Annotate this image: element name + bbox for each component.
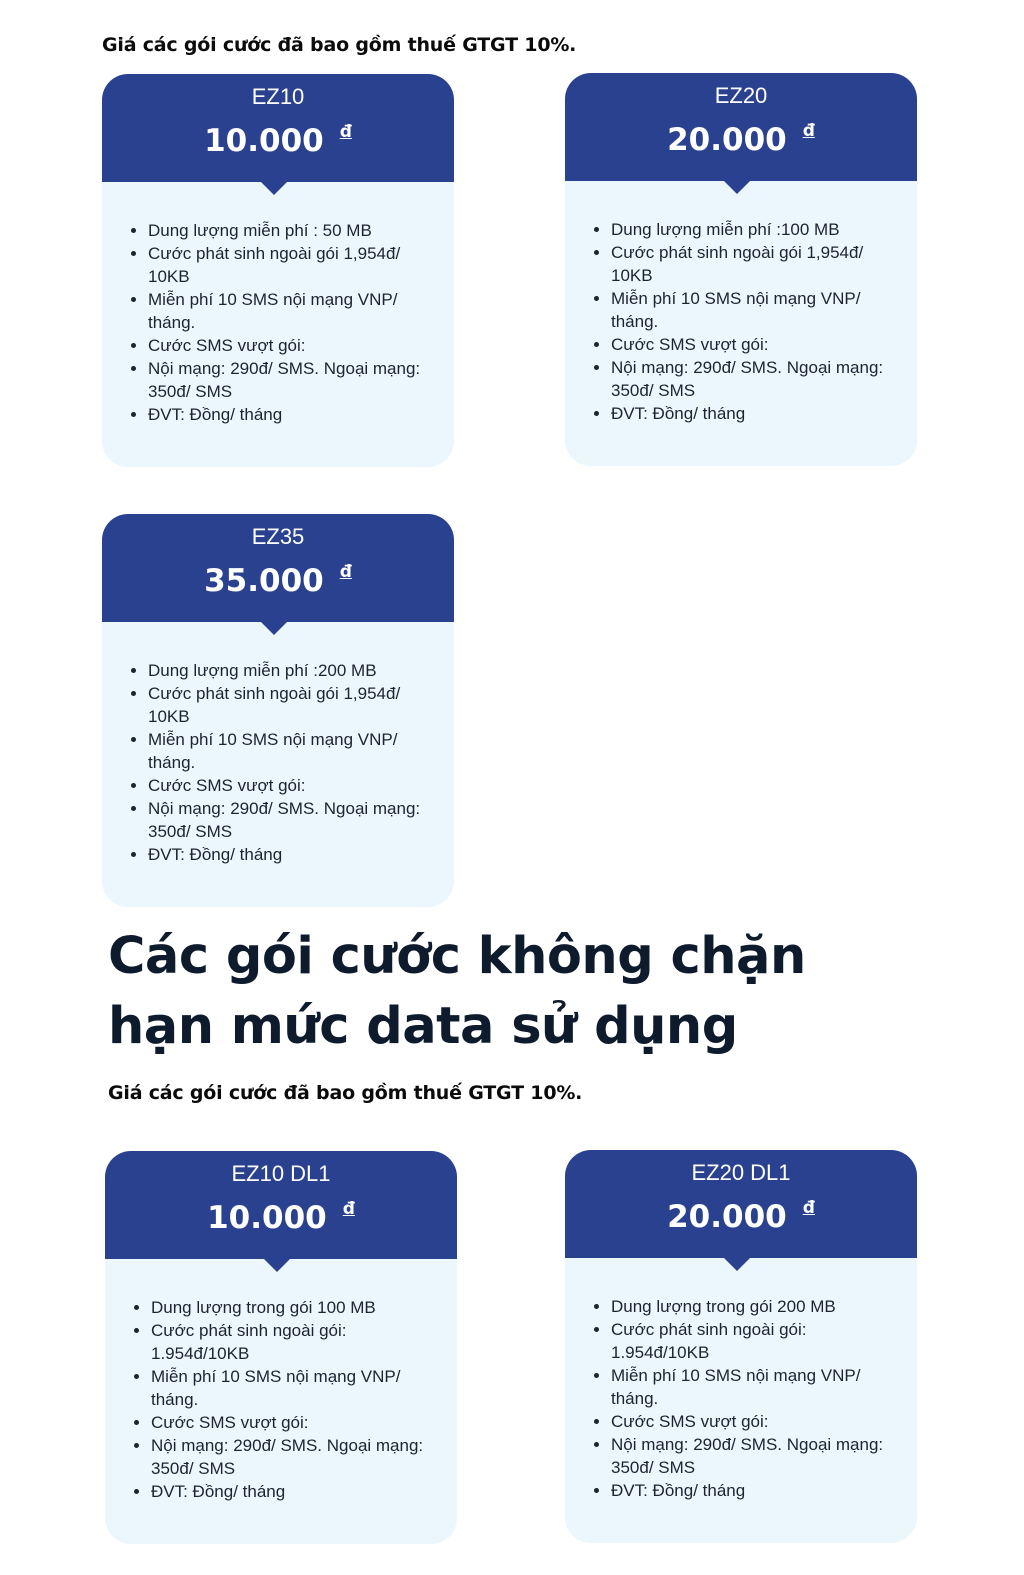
list-item: • Nội mạng: 290đ/ SMS. Ngoại mạng: 350đ/ SMS	[148, 797, 440, 843]
plan-name: EZ10	[251, 84, 305, 109]
list-item: • Nội mạng: 290đ/ SMS. Ngoại mạng: 350đ/ SMS	[611, 1433, 903, 1479]
plan-feature-list	[148, 219, 440, 426]
list-item: • Nội mạng: 290đ/ SMS. Ngoại mạng: 350đ/ SMS	[151, 1434, 443, 1480]
plan-card-ez35	[102, 514, 454, 907]
plan-card-header	[565, 73, 917, 181]
list-item: • Miễn phí 10 SMS nội mạng VNP/ tháng.	[611, 287, 903, 333]
plan-feature-list	[611, 218, 903, 425]
list-item: • Cước SMS vượt gói:	[611, 1410, 903, 1433]
header-pointer	[723, 180, 751, 194]
list-item: • Cước SMS vượt gói:	[148, 774, 440, 797]
currency-symbol: đ	[342, 1199, 355, 1219]
plan-card-ez10	[102, 74, 454, 467]
plan-card-ez20-dl1	[565, 1150, 917, 1543]
vat-note-top: Giá các gói cước đã bao gồm thuế GTGT 10%.	[102, 34, 577, 56]
currency-symbol: đ	[802, 121, 815, 141]
plan-card-header	[565, 1150, 917, 1258]
list-item: • Cước SMS vượt gói:	[611, 333, 903, 356]
list-item: • Cước SMS vượt gói:	[148, 334, 440, 357]
list-item: • Miễn phí 10 SMS nội mạng VNP/ tháng.	[611, 1364, 903, 1410]
vat-note-bottom: Giá các gói cước đã bao gồm thuế GTGT 10%.	[108, 1082, 583, 1104]
list-item: • ĐVT: Đồng/ tháng	[148, 403, 440, 426]
list-item: • Nội mạng: 290đ/ SMS. Ngoại mạng: 350đ/ SMS	[148, 357, 440, 403]
section-heading: Các gói cước không chặn hạn mức data sử dụng	[108, 927, 806, 1056]
list-item: • Dung lượng trong gói 200 MB	[611, 1295, 903, 1318]
list-item: • Nội mạng: 290đ/ SMS. Ngoại mạng: 350đ/ SMS	[611, 356, 903, 402]
list-item: • Miễn phí 10 SMS nội mạng VNP/ tháng.	[148, 288, 440, 334]
plan-feature-list	[611, 1295, 903, 1502]
header-pointer	[260, 181, 288, 195]
plan-price-value: 20.000	[667, 122, 787, 158]
header-pointer	[260, 621, 288, 635]
list-item: • Miễn phí 10 SMS nội mạng VNP/ tháng.	[148, 728, 440, 774]
currency-symbol: đ	[802, 1198, 815, 1218]
list-item: • ĐVT: Đồng/ tháng	[148, 843, 440, 866]
plan-card-ez20	[565, 73, 917, 466]
currency-symbol: đ	[339, 562, 352, 582]
plan-price	[565, 121, 917, 158]
plan-card-header	[102, 514, 454, 622]
plan-price-value: 35.000	[204, 563, 324, 599]
plan-card-header	[105, 1151, 457, 1259]
plan-card-header	[102, 74, 454, 182]
plan-price	[105, 1199, 457, 1236]
plan-price	[102, 122, 454, 159]
list-item: • Dung lượng miễn phí :200 MB	[148, 659, 440, 682]
list-item: • Dung lượng miễn phí : 50 MB	[148, 219, 440, 242]
plan-name: EZ10 DL1	[231, 1161, 331, 1186]
plan-feature-list	[151, 1296, 443, 1503]
list-item: • Cước phát sinh ngoài gói 1,954đ/ 10KB	[611, 241, 903, 287]
list-item: • Miễn phí 10 SMS nội mạng VNP/ tháng.	[151, 1365, 443, 1411]
currency-symbol: đ	[339, 122, 352, 142]
list-item: • ĐVT: Đồng/ tháng	[611, 402, 903, 425]
list-item: • Cước phát sinh ngoài gói: 1.954đ/10KB	[611, 1318, 903, 1364]
plan-card-ez10-dl1	[105, 1151, 457, 1544]
plan-name: EZ35	[251, 524, 305, 549]
list-item: • Cước phát sinh ngoài gói: 1.954đ/10KB	[151, 1319, 443, 1365]
list-item: • Cước phát sinh ngoài gói 1,954đ/ 10KB	[148, 242, 440, 288]
plan-name: EZ20	[714, 83, 768, 108]
list-item: • ĐVT: Đồng/ tháng	[611, 1479, 903, 1502]
plan-price	[565, 1198, 917, 1235]
plan-price-value: 10.000	[207, 1200, 327, 1236]
list-item: • Dung lượng trong gói 100 MB	[151, 1296, 443, 1319]
plan-price	[102, 562, 454, 599]
plan-name: EZ20 DL1	[691, 1160, 791, 1185]
list-item: • Cước SMS vượt gói:	[151, 1411, 443, 1434]
list-item: • Cước phát sinh ngoài gói 1,954đ/ 10KB	[148, 682, 440, 728]
header-pointer	[263, 1258, 291, 1272]
plan-feature-list	[148, 659, 440, 866]
plan-price-value: 20.000	[667, 1199, 787, 1235]
list-item: • ĐVT: Đồng/ tháng	[151, 1480, 443, 1503]
plan-price-value: 10.000	[204, 123, 324, 159]
header-pointer	[723, 1257, 751, 1271]
list-item: • Dung lượng miễn phí :100 MB	[611, 218, 903, 241]
